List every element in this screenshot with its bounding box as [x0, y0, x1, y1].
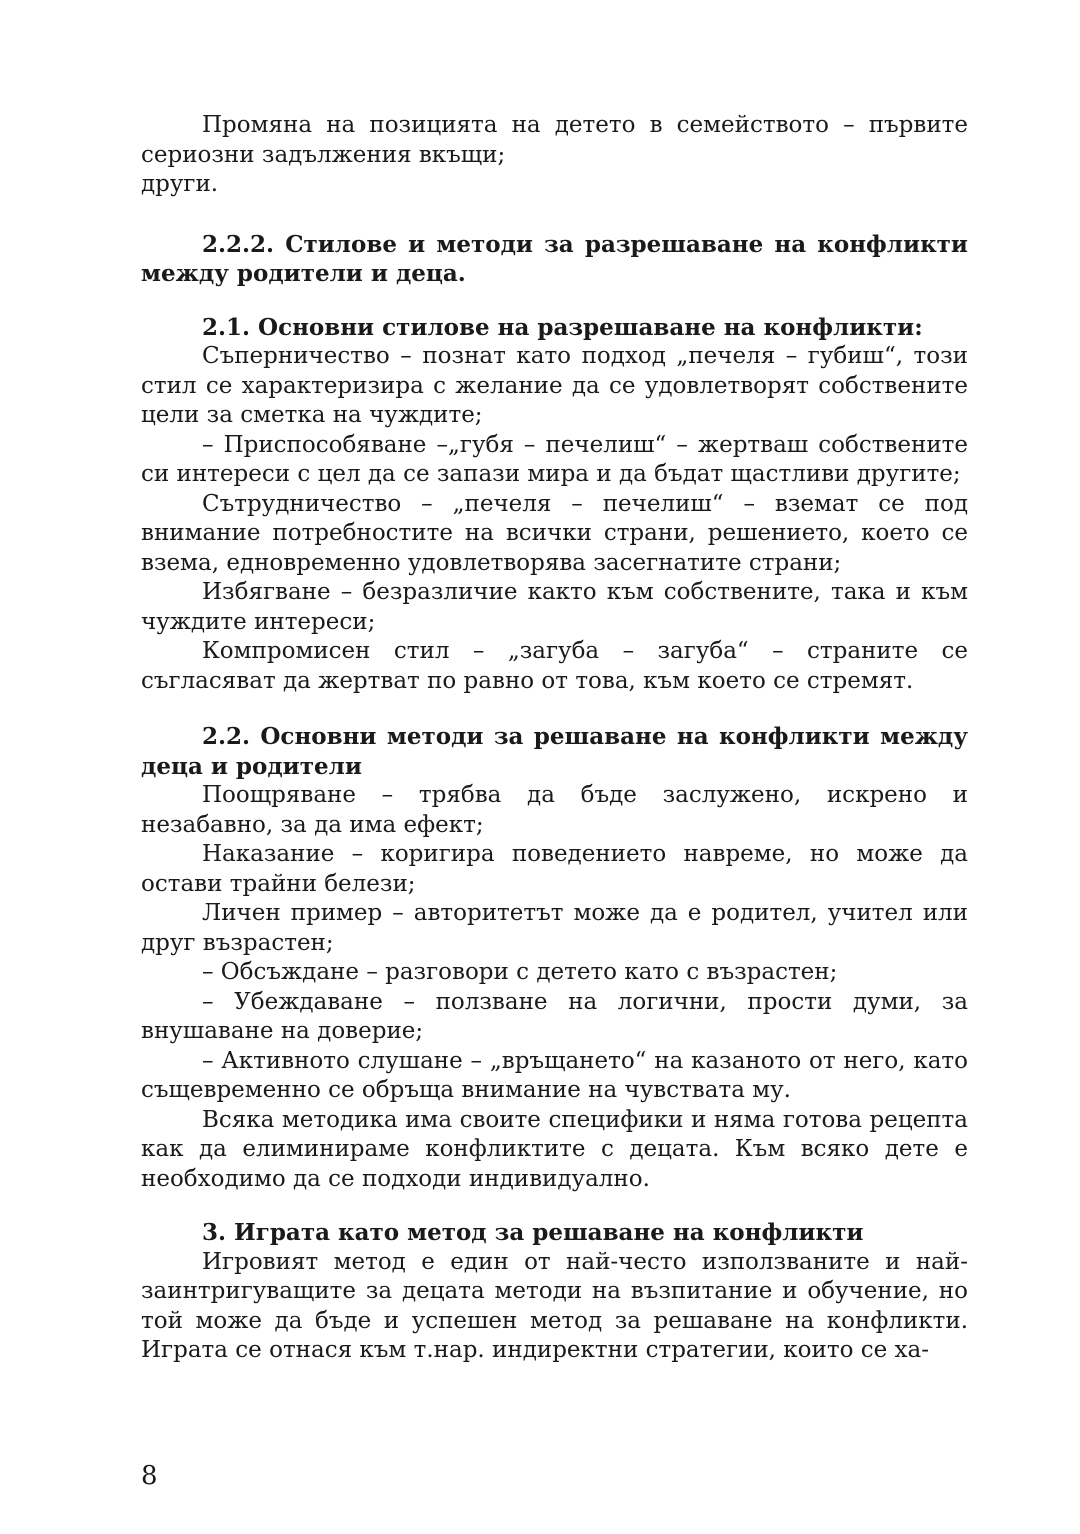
- paragraph: – Обсъждане – разговори с детето като с възрастен;: [202, 959, 838, 985]
- paragraph: – Приспособяване –„губя – печелиш“ – жертваш собствените си интереси с цел да се запази мира и да бъдат щастливи другите;: [141, 431, 968, 487]
- page-body: [141, 111, 968, 1366]
- paragraph: Поощряване – трябва да бъде заслужено, искрено и незабавно, за да има ефект;: [141, 782, 968, 838]
- paragraph: Наказание – коригира поведението навреме, но може да остави трайни белези;: [141, 841, 968, 897]
- paragraph: Игровият метод е един от най-често използваните и най-заинтригуващите за децата методи на възпитание и обучение, но той може да бъде и успешен метод за решаване на конфликти. Играта се отнася към т.нар. индиректни стратегии, които се ха-: [141, 1248, 968, 1363]
- paragraph: Всяка методика има своите специфики и няма готова рецепта как да елиминираме конфликтите с децата. Към всяко дете е необходимо да се подходи индивидуално.: [141, 1106, 968, 1192]
- paragraph: Компромисен стил – „загуба – загуба“ – страните се съгласяват да жертват по равно от това, към което се стремят.: [141, 638, 968, 694]
- paragraph: Сътрудничество – „печеля – печелиш“ – вземат се под внимание потребностите на всички страни, решението, което се взема, едновременно удовлетворява засегнатите страни;: [141, 490, 968, 576]
- paragraph: Съперничество – познат като подход „печеля – губиш“, този стил се характеризира с желание да се удовлетворят собствените цели за сметка на чуждите;: [141, 343, 968, 428]
- section-heading: 2.2.2. Стилове и методи за разрешаване на конфликти между родители и деца.: [141, 230, 968, 287]
- section-heading: 2.1. Основни стилове на разрешаване на конфликти:: [202, 313, 923, 341]
- paragraph: Избягване – безразличие както към собствените, така и към чуждите интереси;: [141, 579, 968, 635]
- paragraph: Промяна на позицията на детето в семейството – първите сериозни задължения вкъщи;: [141, 112, 968, 168]
- page-number: 8: [141, 1461, 158, 1491]
- paragraph: – Убеждаване – ползване на логични, прости думи, за внушаване на доверие;: [141, 988, 968, 1044]
- section-heading: 2.2. Основни методи за решаване на конфликти между деца и родители: [141, 723, 968, 780]
- section-heading: 3. Играта като метод за решаване на конфликти: [202, 1219, 864, 1246]
- paragraph: други.: [141, 171, 219, 197]
- paragraph: Личен пример – авторитетът може да е родител, учител или друг възрастен;: [141, 900, 968, 956]
- paragraph: – Активното слушане – „връщането“ на казаното от него, като същевременно се обръща внимание на чувствата му.: [141, 1047, 968, 1103]
